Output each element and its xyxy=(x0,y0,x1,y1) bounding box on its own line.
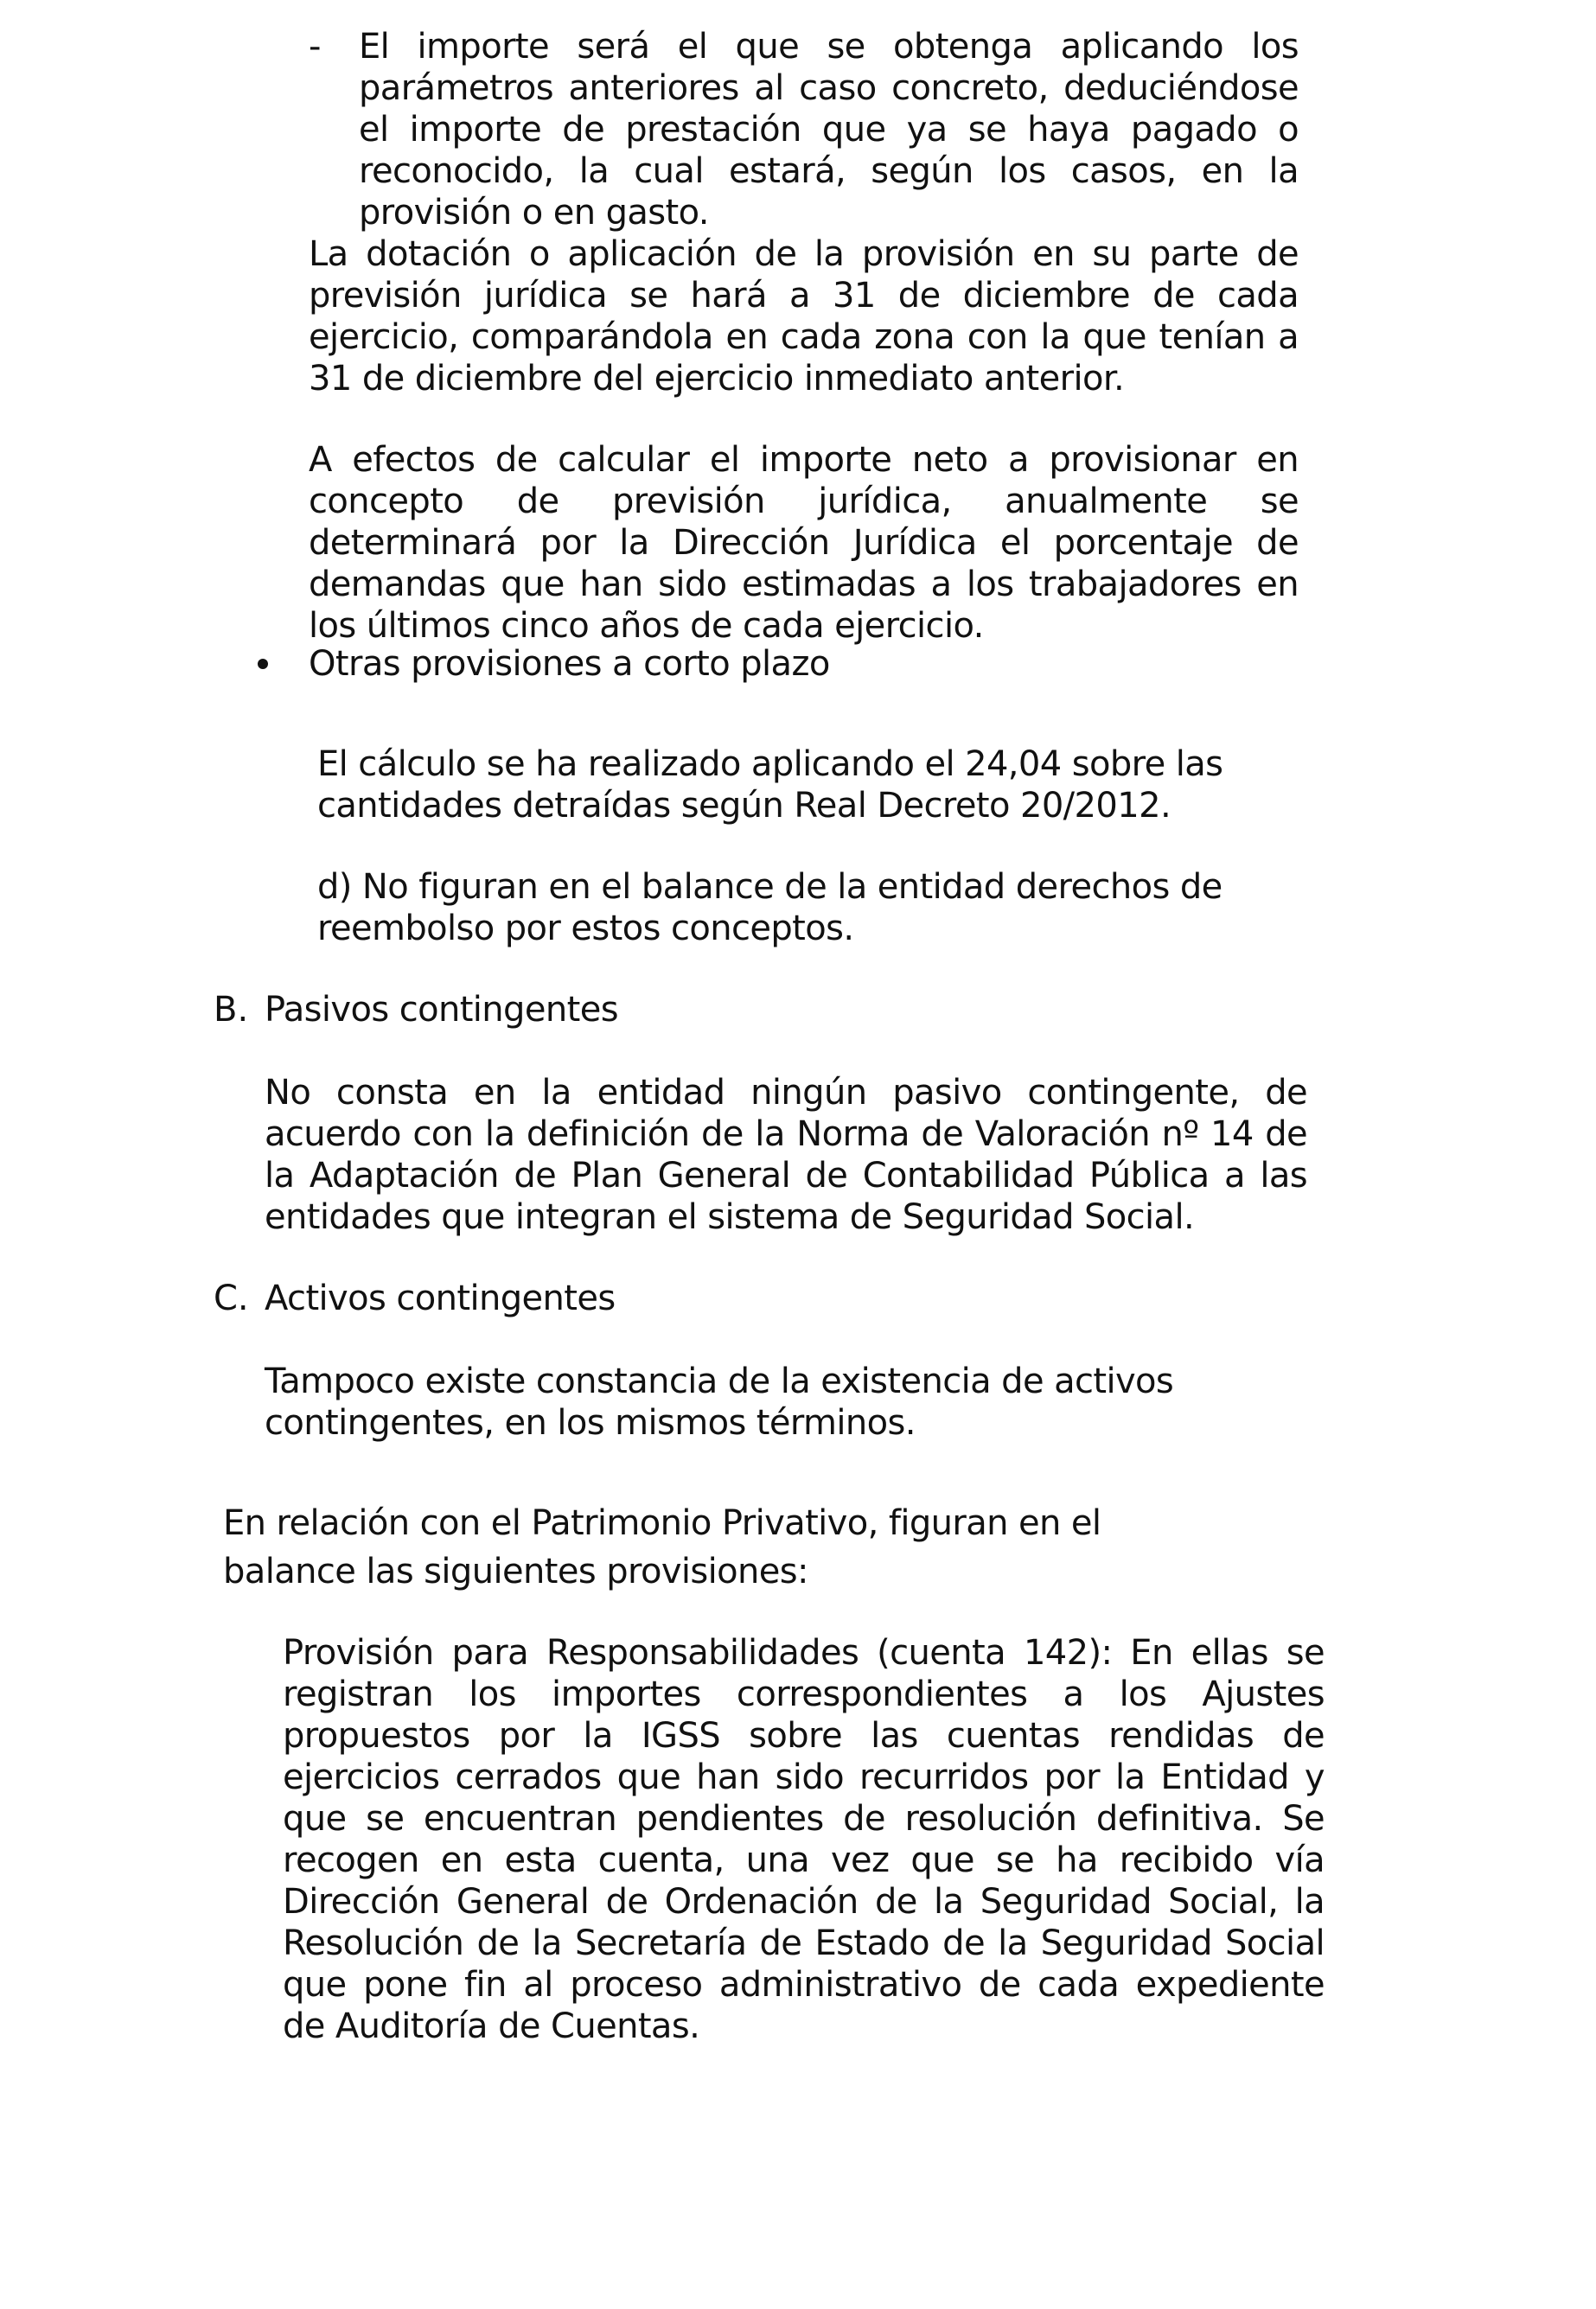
section-c-body: Tampoco existe constancia de la existencia de activos contingentes, en los mismos términos. xyxy=(265,1362,1174,1443)
paragraph-calculo: El cálculo se ha realizado aplicando el 24,04 sobre las cantidades detraídas según Real Decreto 20/2012. xyxy=(317,744,1223,826)
dash-item-text: El importe será el que se obtenga aplicando los parámetros anteriores al caso concreto, deduciéndose el importe de prestación que ya se haya pagado o reconocido, la cual estará, según los casos, en la provisión o en gasto. xyxy=(359,27,1299,233)
paragraph-efectos: A efectos de calcular el importe neto a provisionar en concepto de previsión jurídica, anualmente se determinará por la Dirección Jurídica el porcentaje de demandas que han sido estimadas a los trabajadores en los últimos cinco años de cada ejercicio. xyxy=(309,440,1299,646)
section-b-marker: B. xyxy=(214,990,249,1030)
dash-marker: - xyxy=(309,27,322,67)
section-b-body: No consta en la entidad ningún pasivo contingente, de acuerdo con la definición de la Norma de Valoración nº 14 de la Adaptación de Plan General de Contabilidad Pública a las entidades que integran el sistema de Seguridad Social. xyxy=(265,1073,1307,1237)
paragraph-dotacion: La dotación o aplicación de la provisión en su parte de previsión jurídica se hará a 31 de diciembre de cada ejercicio, comparándola en cada zona con la que tenían a 31 de diciembre del ejercicio inmediato anterior. xyxy=(309,234,1299,399)
bullet-icon xyxy=(258,659,268,669)
bullet-item-text: Otras provisiones a corto plazo xyxy=(309,644,830,684)
section-c-title: Activos contingentes xyxy=(265,1279,616,1318)
privativo-intro: En relación con el Patrimonio Privativo, figuran en el balance las siguientes provisiones: xyxy=(223,1503,1101,1591)
paragraph-reembolso: d) No figuran en el balance de la entidad derechos de reembolso por estos conceptos. xyxy=(317,867,1223,948)
section-b-title: Pasivos contingentes xyxy=(265,990,618,1030)
section-c-marker: C. xyxy=(214,1279,249,1318)
privativo-responsabilidades: Provisión para Responsabilidades (cuenta 142): En ellas se registran los importes correspondientes a los Ajustes propuestos por la IGSS sobre las cuentas rendidas de ejercicios cerrados que han sido recurridos por la Entidad y que se encuentran pendientes de resolución definitiva. Se recogen en esta cuenta, una vez que se ha recibido vía Dirección General de Ordenación de la Seguridad Social, la Resolución de la Secretaría de Estado de la Seguridad Social que pone fin al proceso administrativo de cada expediente de Auditoría de Cuentas. xyxy=(283,1633,1325,2046)
